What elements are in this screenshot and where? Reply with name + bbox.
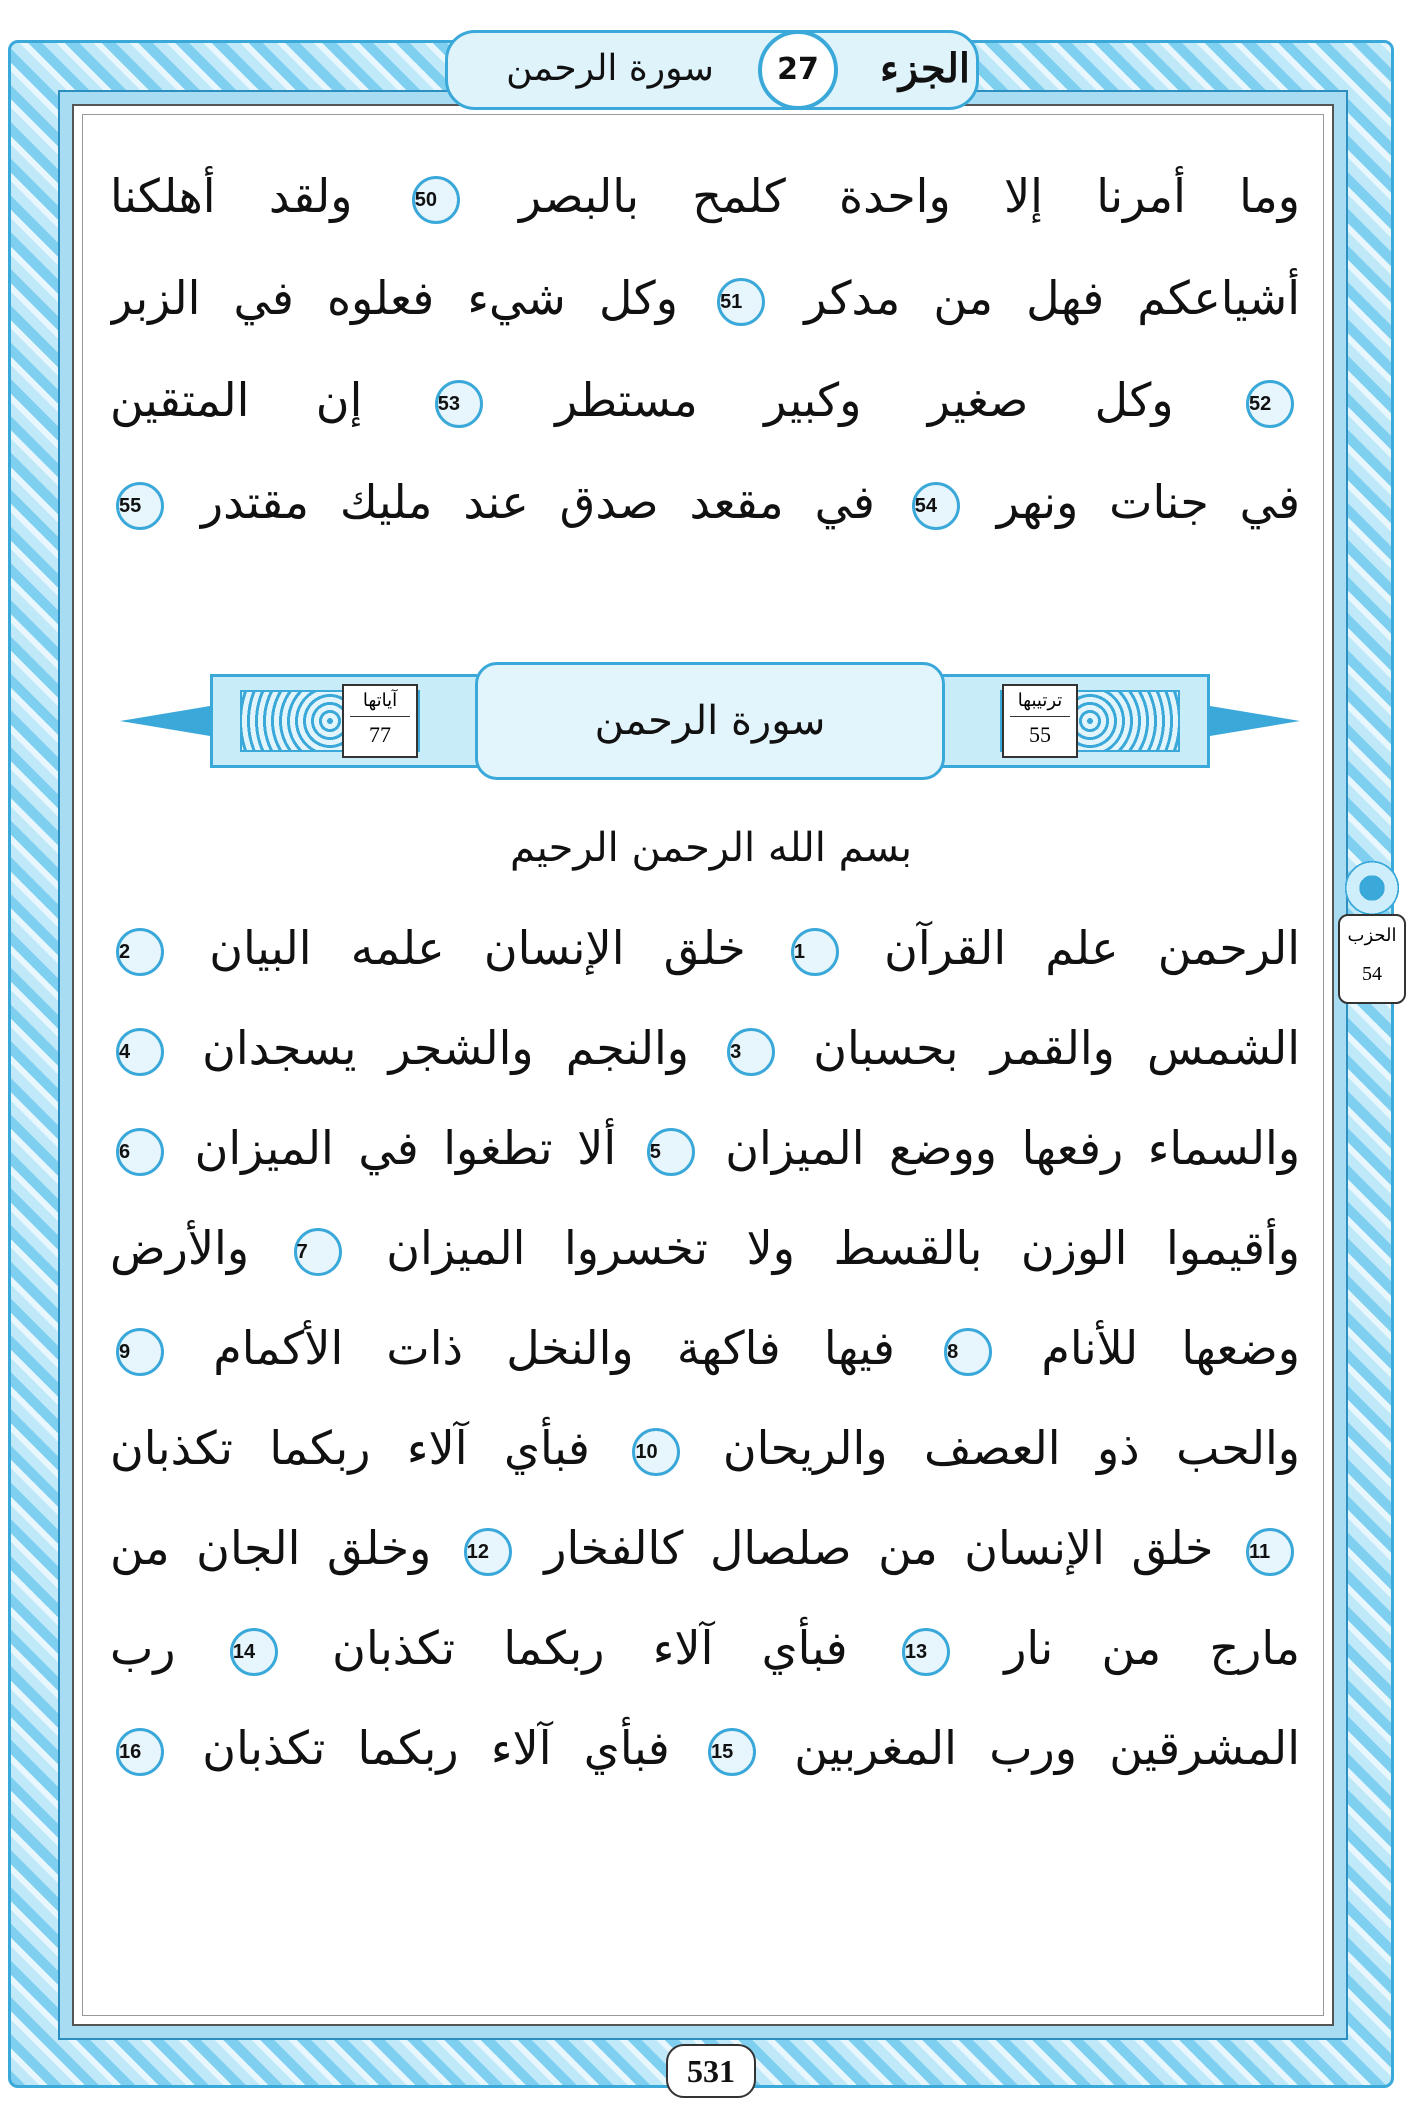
hizb-box [1338, 914, 1406, 1004]
ayah-number-marker: 15 [708, 1728, 756, 1776]
surah-order-box [1002, 684, 1078, 758]
verse-line [110, 1200, 1300, 1296]
surah-order-label: ترتيبها [1017, 690, 1063, 711]
ayah-number-marker: 7 [294, 1228, 342, 1276]
hizb-marker [1334, 858, 1410, 1008]
verse-line [110, 1700, 1300, 1796]
verse-text: فبأي آلاء ربكما تكذبان [332, 1621, 848, 1675]
surah-title: سورة الرحمن [475, 662, 945, 780]
verse-text: والحب ذو العصف والريحان [722, 1421, 1300, 1475]
ayah-number-marker: 50 [412, 176, 460, 224]
ayah-number-marker: 9 [116, 1328, 164, 1376]
verse-text: وأقيموا الوزن بالقسط ولا تخسروا الميزان [386, 1221, 1300, 1275]
verse-text: فبأي آلاء ربكما تكذبان [110, 1421, 590, 1475]
verse-text: وضعها للأنام [1041, 1321, 1300, 1375]
ayah-number-marker: 54 [912, 482, 960, 530]
hizb-label: الحزب [1347, 925, 1397, 946]
verse-text: خلق الإنسان من صلصال كالفخار [544, 1521, 1214, 1575]
ayah-number-marker: 55 [116, 482, 164, 530]
basmala: بسم الله الرحمن الرحيم [509, 825, 913, 871]
verse-text: وما أمرنا إلا واحدة كلمح بالبصر [519, 169, 1300, 223]
surah-order-value: 55 [1010, 716, 1070, 753]
verse-line [110, 1600, 1300, 1696]
verse-line [110, 352, 1300, 448]
verse-line [110, 1000, 1300, 1096]
verse-text: الشمس والقمر بحسبان [813, 1021, 1300, 1075]
ayah-number-marker: 53 [435, 380, 483, 428]
verse-text: الرحمن علم القرآن [884, 921, 1300, 975]
juz-label: الجزء [880, 45, 970, 92]
verse-text: المشرقين ورب المغربين [794, 1721, 1300, 1775]
ayah-number-marker: 13 [902, 1628, 950, 1676]
verse-text: في مقعد صدق عند مليك مقتدر [200, 475, 875, 529]
ayah-number-marker: 3 [727, 1028, 775, 1076]
header-surah-name: سورة الرحمن [506, 48, 714, 89]
verse-text: ولقد أهلكنا [110, 169, 353, 223]
verse-line [110, 1400, 1300, 1496]
ayah-number-marker: 5 [647, 1128, 695, 1176]
verse-text: وكل صغير وكبير مستطر [555, 373, 1174, 427]
verse-text: وخلق الجان من [110, 1521, 432, 1575]
verse-text: أشياعكم فهل من مدكر [804, 271, 1300, 325]
ayah-number-marker: 8 [944, 1328, 992, 1376]
verse-text: خلق الإنسان علمه البيان [209, 921, 746, 975]
verses-count-label: آياتها [362, 690, 398, 711]
verse-line [110, 454, 1300, 550]
ayah-number-marker: 6 [116, 1128, 164, 1176]
ayah-number-marker: 14 [230, 1628, 278, 1676]
verse-text: والسماء رفعها ووضع الميزان [725, 1121, 1300, 1175]
ayah-number-marker: 4 [116, 1028, 164, 1076]
verse-text: إن المتقين [110, 373, 363, 427]
verse-line [110, 900, 1300, 996]
verse-text: مارج من نار [1004, 1621, 1300, 1675]
page-number: 531 [666, 2044, 756, 2098]
verse-line [110, 250, 1300, 346]
ayah-number-marker: 2 [116, 928, 164, 976]
verse-text: رب [110, 1621, 176, 1675]
verses-count-box [342, 684, 418, 758]
hizb-number: 54 [1362, 963, 1382, 985]
verse-text: فيها فاكهة والنخل ذات الأكمام [213, 1321, 895, 1375]
verse-text: فبأي آلاء ربكما تكذبان [202, 1721, 670, 1775]
verses-count-value: 77 [350, 716, 410, 753]
verse-text: وكل شيء فعلوه في الزبر [110, 271, 678, 325]
banner-left-tip [120, 706, 210, 736]
verse-text: في جنات ونهر [996, 475, 1300, 529]
verse-text: والنجم والشجر يسجدان [202, 1021, 689, 1075]
ayah-number-marker: 12 [464, 1528, 512, 1576]
verse-line [110, 1100, 1300, 1196]
ayah-number-marker: 51 [717, 278, 765, 326]
banner-right-tip [1210, 706, 1300, 736]
verse-text: والأرض [110, 1221, 250, 1275]
ayah-number-marker: 52 [1246, 380, 1294, 428]
verse-line [110, 1300, 1300, 1396]
ayah-number-marker: 11 [1246, 1528, 1294, 1576]
ayah-number-marker: 10 [632, 1428, 680, 1476]
verse-line [110, 148, 1300, 244]
juz-number-badge: 27 [758, 30, 838, 110]
verse-line [110, 1500, 1300, 1596]
surah-banner [120, 656, 1300, 786]
verse-text: ألا تطغوا في الميزان [194, 1121, 617, 1175]
ayah-number-marker: 16 [116, 1728, 164, 1776]
ayah-number-marker: 1 [791, 928, 839, 976]
hizb-ornament-icon [1342, 858, 1402, 918]
